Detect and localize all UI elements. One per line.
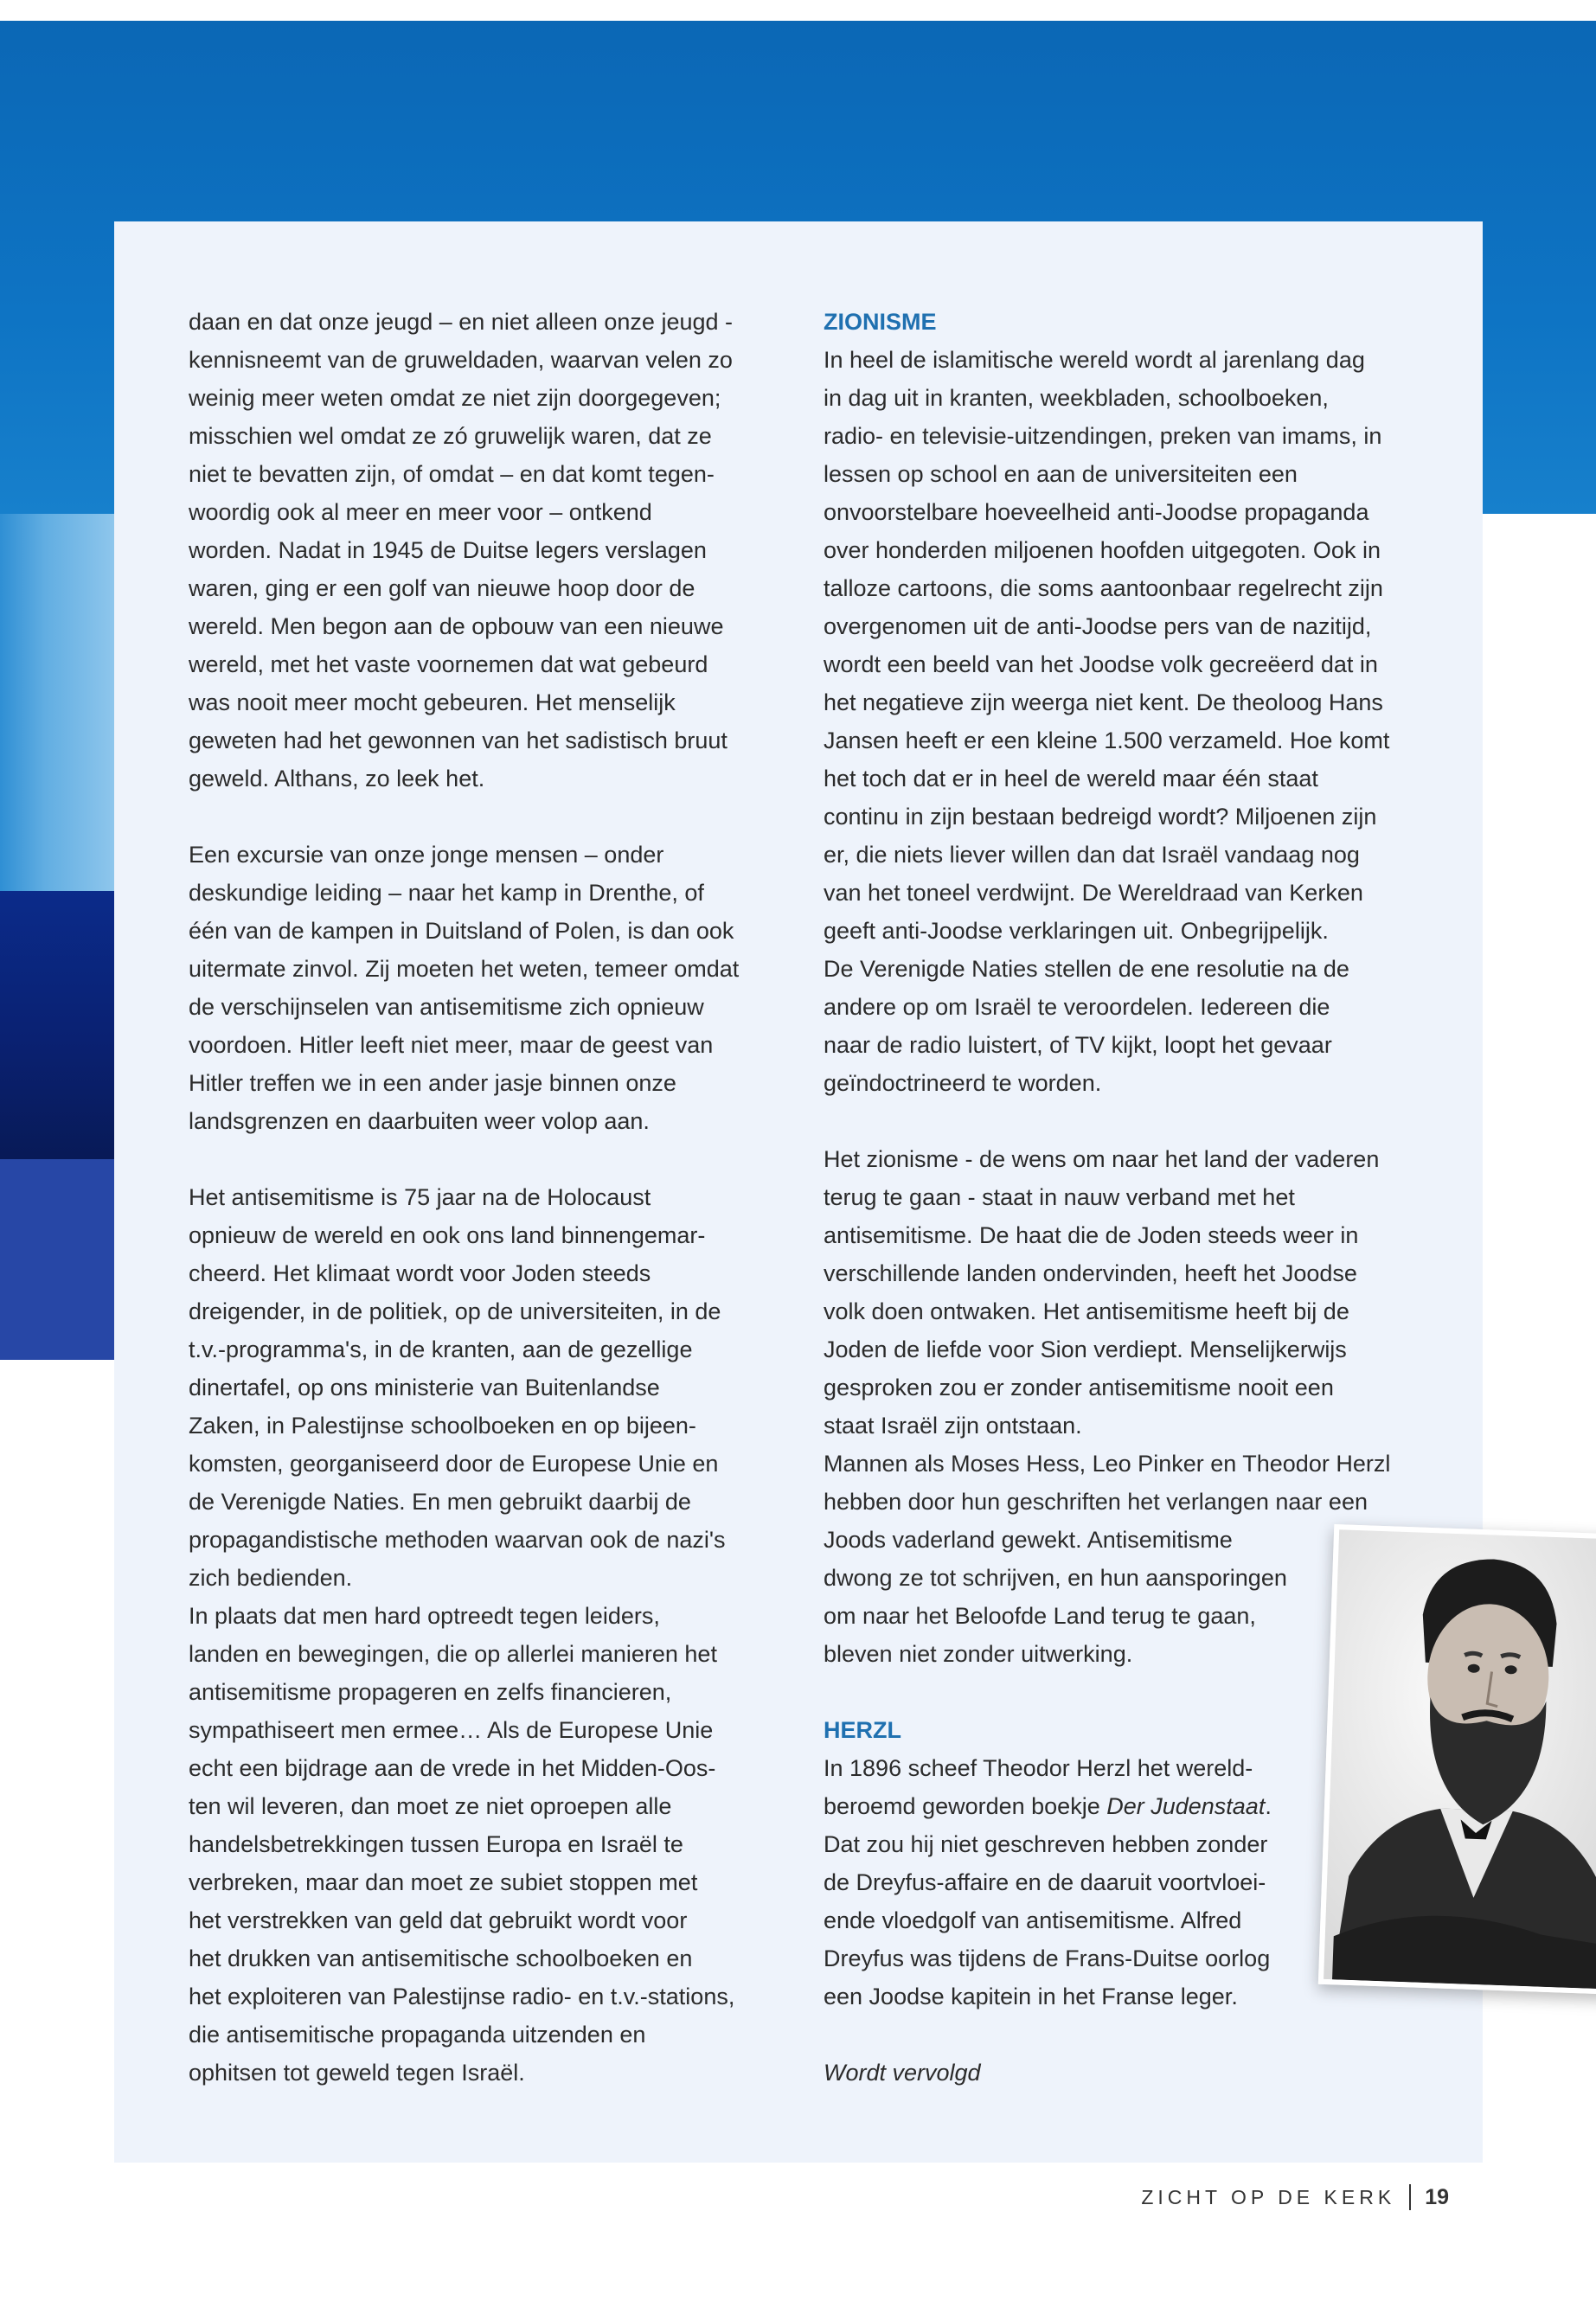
text-line: één van de kampen in Duitsland of Polen, is dan ook [189,918,734,944]
text-line: propagandistische methoden waarvan ook de nazi's [189,1527,726,1553]
right-paragraph-1 [824,341,1420,1102]
text-line: Het zionisme - de wens om naar het land der vaderen [824,1146,1380,1172]
text-line: In plaats dat men hard optreedt tegen leiders, [189,1603,660,1629]
text-line [824,1787,1308,1825]
text-line: een Joodse kapitein in het Franse leger. [824,1984,1238,2009]
text-line: de verschijnselen van antisemitisme zich opnieuw [189,994,704,1020]
footer-divider [1409,2184,1411,2210]
portrait-illustration [1324,1529,1596,1990]
left-paragraph-3 [189,1178,785,2092]
text-line: cheerd. Het klimaat wordt voor Joden steeds [189,1260,651,1286]
text-line: Zaken, in Palestijnse schoolboeken en op bijeen- [189,1413,696,1439]
page-number: 19 [1425,2184,1449,2209]
text-line: ten wil leveren, dan moet ze niet oproepen alle [189,1793,672,1819]
text-line: dinertafel, op ons ministerie van Buitenlandse [189,1375,660,1400]
text-line: gesproken zou er zonder antisemitisme nooit een [824,1375,1334,1400]
text-line: geweld. Althans, zo leek het. [189,766,485,792]
text-line: naar de radio luistert, of TV kijkt, loopt het gevaar [824,1032,1332,1058]
text-line: continu in zijn bestaan bedreigd wordt? Miljoenen zijn [824,804,1377,830]
text-line: deskundige leiding – naar het kamp in Drenthe, of [189,880,704,906]
text-line: verbreken, maar dan moet ze subiet stoppen met [189,1869,698,1895]
text-line: bleven niet zonder uitwerking. [824,1641,1133,1667]
left-paragraph-1 [189,303,785,798]
text-line: in dag uit in kranten, weekbladen, schoolboeken, [824,385,1329,411]
text-line: Hitler treffen we in een ander jasje binnen onze [189,1070,676,1096]
text-line: de Dreyfus-affaire en de daaruit voortvloei- [824,1869,1266,1895]
text-line: echt een bijdrage aan de vrede in het Midden-Oos- [189,1755,716,1781]
text-line: Mannen als Moses Hess, Leo Pinker en Theodor Herzl [824,1451,1391,1477]
text-line: zich bedienden. [189,1565,353,1591]
text-line: woordig ook al meer en meer voor – ontkend [189,499,652,525]
text-line: die antisemitische propaganda uitzenden en [189,2022,646,2048]
text-line: Een excursie van onze jonge mensen – onder [189,842,664,868]
text-line: van het toneel verdwijnt. De Wereldraad van Kerken [824,880,1363,906]
magazine-name: ZICHT OP DE KERK [1141,2185,1396,2208]
text-line: dreigender, in de politiek, op de universiteiten, in de [189,1298,721,1324]
text-line: de Verenigde Naties. En men gebruikt daarbij de [189,1489,691,1515]
text-line: weinig meer weten omdat ze niet zijn doorgegeven; [189,385,721,411]
text-line: In heel de islamitische wereld wordt al jarenlang dag [824,347,1365,373]
left-light-blue-band [0,514,114,891]
text-line: antisemitisme. De haat die de Joden steeds weer in [824,1222,1359,1248]
text-line: waren, ging er een golf van nieuwe hoop door de [189,575,695,601]
text-line: De Verenigde Naties stellen de ene resolutie na de [824,956,1349,982]
left-dark-navy-band [0,891,114,1159]
text-line: wereld, met het vaste voornemen dat wat gebeurd [189,651,708,677]
text-line: er, die niets liever willen dan dat Israël vandaag nog [824,842,1360,868]
text-line: verschillende landen ondervinden, heeft het Joodse [824,1260,1357,1286]
section-heading-zionisme: ZIONISME [824,309,937,335]
text-line: Joods vaderland gewekt. Antisemitisme [824,1527,1233,1553]
text-fragment: . [1265,1793,1272,1819]
to-be-continued: Wordt vervolgd [824,2060,981,2086]
text-line: misschien wel omdat ze zó gruwelijk waren, dat ze [189,423,712,449]
text-line: staat Israël zijn ontstaan. [824,1413,1082,1439]
text-line: Dat zou hij niet geschreven hebben zonder [824,1831,1268,1857]
text-line: ende vloedgolf van antisemitisme. Alfred [824,1907,1242,1933]
text-line: het negatieve zijn weerga niet kent. De theoloog Hans [824,689,1383,715]
text-line: landen en bewegingen, die op allerlei manieren het [189,1641,717,1667]
left-column [189,303,785,2092]
text-line: dwong ze tot schrijven, en hun aansporingen [824,1565,1287,1591]
text-line: komsten, georganiseerd door de Europese Unie en [189,1451,719,1477]
text-line: om naar het Beloofde Land terug te gaan, [824,1603,1256,1629]
text-line: hebben door hun geschriften het verlangen naar een [824,1489,1368,1515]
text-line: worden. Nadat in 1945 de Duitse legers verslagen [189,537,707,563]
right-paragraph-2 [824,1140,1420,1673]
text-line: t.v.-programma's, in de kranten, aan de gezellige [189,1336,693,1362]
text-line: Joden de liefde voor Sion verdiept. Menselijkerwijs [824,1336,1347,1362]
text-line: handelsbetrekkingen tussen Europa en Israël te [189,1831,683,1857]
book-title: Der Judenstaat [1106,1793,1266,1819]
text-line: talloze cartoons, die soms aantoonbaar regelrecht zijn [824,575,1383,601]
text-line: was nooit meer mocht gebeuren. Het menselijk [189,689,676,715]
text-line: kennisneemt van de gruweldaden, waarvan velen zo [189,347,733,373]
text-line: het drukken van antisemitische schoolboeken en [189,1945,693,1971]
text-line: landsgrenzen en daarbuiten weer volop aan. [189,1108,650,1134]
text-line: onvoorstelbare hoeveelheid anti-Joodse propaganda [824,499,1369,525]
text-line: geeft anti-Joodse verklaringen uit. Onbegrijpelijk. [824,918,1329,944]
text-line: over honderden miljoenen hoofden uitgegoten. Ook in [824,537,1381,563]
text-line: ophitsen tot geweld tegen Israël. [189,2060,525,2086]
text-line: terug te gaan - staat in nauw verband met het [824,1184,1295,1210]
text-line: geïndoctrineerd te worden. [824,1070,1102,1096]
text-line: geweten had het gewonnen van het sadistisch bruut [189,727,727,753]
text-line: wereld. Men begon aan de opbouw van een nieuwe [189,613,724,639]
text-line: Jansen heeft er een kleine 1.500 verzameld. Hoe komt [824,727,1390,753]
text-line: niet te bevatten zijn, of omdat – en dat komt tegen- [189,461,715,487]
text-line: volk doen ontwaken. Het antisemitisme heeft bij de [824,1298,1349,1324]
text-line: Het antisemitisme is 75 jaar na de Holocaust [189,1184,651,1210]
left-paragraph-2 [189,836,785,1140]
text-line: radio- en televisie-uitzendingen, preken van imams, in [824,423,1382,449]
text-fragment: beroemd geworden boekje [824,1793,1107,1819]
section-heading-herzl: HERZL [824,1717,901,1743]
text-line: uitermate zinvol. Zij moeten het weten, temeer omdat [189,956,740,982]
text-line: sympathiseert men ermee… Als de Europese Unie [189,1717,714,1743]
text-line: lessen op school en aan de universiteiten een [824,461,1298,487]
text-line: overgenomen uit de anti-Joodse pers van de nazitijd, [824,613,1372,639]
text-line: In 1896 scheef Theodor Herzl het wereld- [824,1755,1253,1781]
herzl-portrait-photo [1318,1524,1596,1995]
text-line: het verstrekken van geld dat gebruikt wordt voor [189,1907,688,1933]
text-line: andere op om Israël te veroordelen. Iedereen die [824,994,1330,1020]
left-mid-blue-band [0,1159,114,1360]
text-line: opnieuw de wereld en ook ons land binnengemar- [189,1222,706,1248]
text-line: het exploiteren van Palestijnse radio- en t.v.-stations, [189,1984,735,2009]
text-line: wordt een beeld van het Joodse volk gecreëerd dat in [824,651,1378,677]
page-footer [1141,2184,1449,2210]
text-line: voordoen. Hitler leeft niet meer, maar de geest van [189,1032,714,1058]
text-line: Dreyfus was tijdens de Frans-Duitse oorlog [824,1945,1271,1971]
text-line: daan en dat onze jeugd – en niet alleen onze jeugd - [189,309,734,335]
text-line: antisemitisme propageren en zelfs financieren, [189,1679,672,1705]
text-line: het toch dat er in heel de wereld maar één staat [824,766,1318,792]
